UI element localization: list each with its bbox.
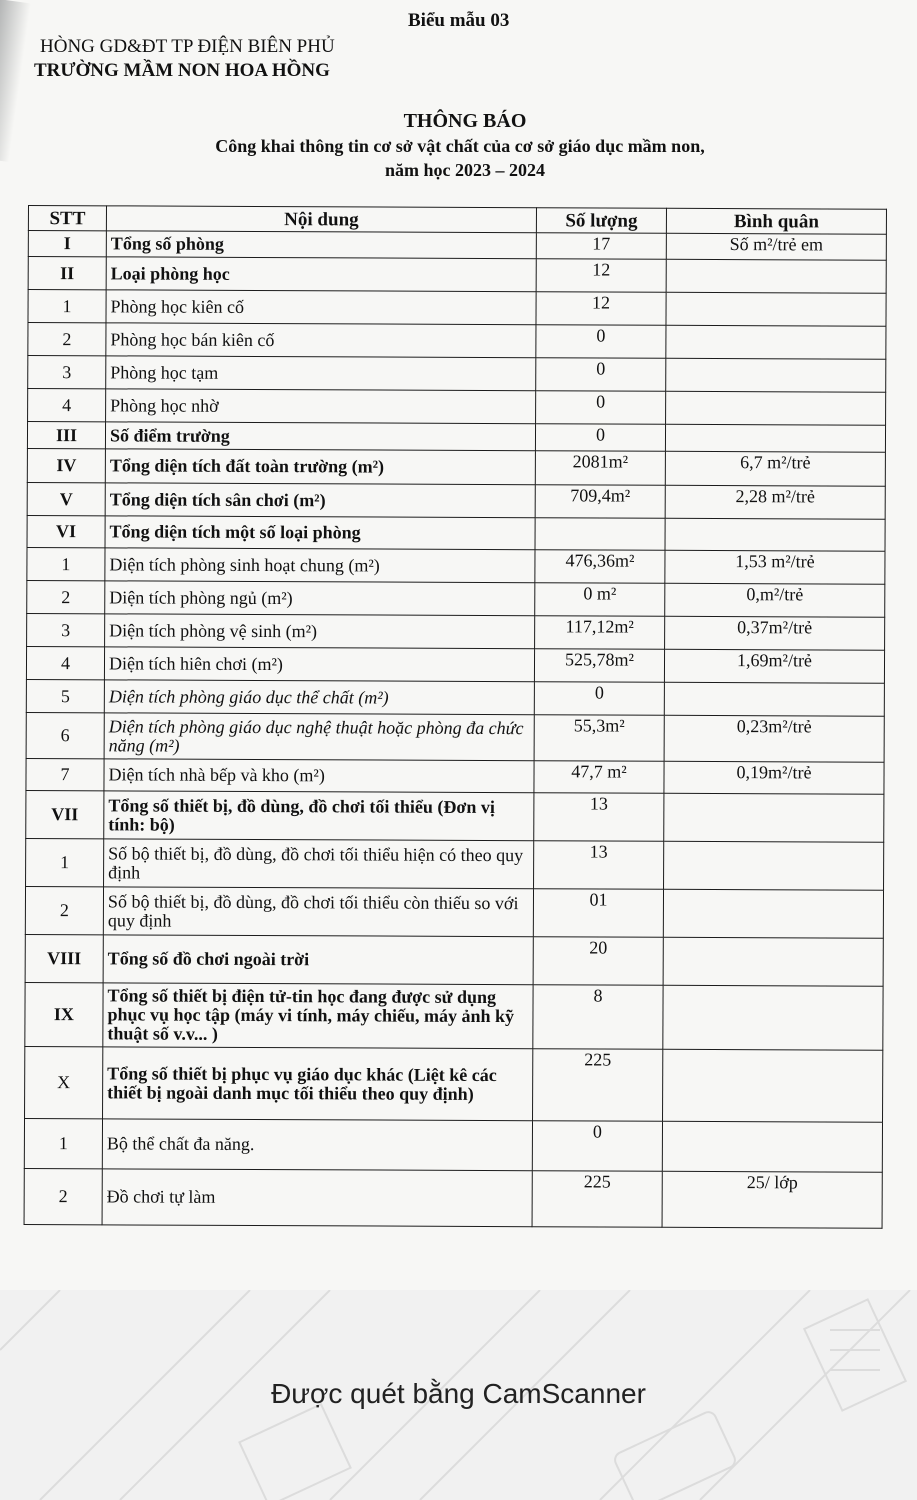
- table-row: [27, 580, 885, 617]
- row-average: [664, 793, 884, 842]
- table-row: [25, 1046, 883, 1122]
- row-average: [666, 259, 886, 293]
- table-row: [25, 982, 883, 1050]
- row-stt: 1: [27, 547, 105, 580]
- row-quantity: 13: [534, 793, 664, 842]
- row-average: 0,23m²/trẻ: [664, 715, 884, 762]
- row-stt: 4: [26, 646, 104, 679]
- row-stt: VIII: [25, 934, 103, 982]
- table-row: [26, 646, 884, 683]
- row-average: 0,19m²/trẻ: [664, 761, 884, 794]
- row-average: [664, 682, 884, 716]
- row-quantity: 2081m²: [535, 451, 665, 486]
- row-content: Diện tích phòng sinh hoạt chung (m²): [105, 548, 535, 583]
- table-body: [24, 231, 886, 1229]
- row-stt: 4: [28, 389, 106, 422]
- row-stt: 6: [26, 712, 104, 758]
- row-average: [663, 889, 883, 938]
- row-quantity: 0: [536, 391, 666, 425]
- row-stt: IV: [27, 448, 105, 482]
- row-average: [665, 518, 885, 551]
- row-stt: VI: [27, 515, 105, 547]
- row-content: Tổng số đồ chơi ngoài trời: [103, 935, 533, 985]
- row-content: Diện tích phòng giáo dục thể chất (m²): [104, 680, 534, 715]
- row-content: Diện tích phòng vệ sinh (m²): [105, 614, 535, 649]
- row-quantity: 0: [534, 682, 664, 716]
- row-stt: VII: [26, 790, 104, 838]
- table-row: [25, 886, 883, 938]
- table-row: [28, 389, 886, 426]
- table-row: [28, 323, 886, 360]
- row-quantity: 0: [532, 1121, 662, 1172]
- row-quantity: [535, 518, 665, 551]
- row-stt: 7: [26, 758, 104, 790]
- table-row: [27, 448, 885, 486]
- row-quantity: 709,4m²: [535, 485, 665, 519]
- row-stt: 2: [28, 323, 106, 356]
- row-content: Tổng diện tích một số loại phòng: [105, 516, 535, 550]
- table-row: [27, 515, 885, 551]
- row-quantity: 12: [536, 259, 666, 293]
- column-header-quantity: Số lượng: [536, 208, 666, 234]
- form-code: Biểu mẫu 03: [408, 10, 510, 31]
- row-quantity: 13: [534, 841, 664, 890]
- row-content: Diện tích phòng ngủ (m²): [105, 581, 535, 616]
- column-header-average: Bình quân: [666, 208, 886, 234]
- table-row: [26, 838, 884, 890]
- row-quantity: 8: [533, 985, 663, 1050]
- row-content: Tổng diện tích sân chơi (m²): [105, 483, 535, 518]
- school-name: TRƯỜNG MẦM NON HOA HỒNG: [34, 60, 330, 81]
- row-content: Tổng diện tích đất toàn trường (m²): [105, 449, 535, 485]
- row-average: 1,69m²/trẻ: [664, 649, 884, 683]
- document-subtitle: Công khai thông tin cơ sở vật chất của cơ sở giáo dục mầm non,: [215, 136, 705, 156]
- row-average: 0,37m²/trẻ: [665, 616, 885, 650]
- row-quantity: 17: [536, 233, 666, 260]
- row-average: 6,7 m²/trẻ: [665, 451, 885, 486]
- row-stt: 2: [27, 580, 105, 613]
- facilities-table: [24, 205, 887, 1229]
- scanner-footer: [0, 1290, 917, 1500]
- row-content: Diện tích phòng giáo dục nghệ thuật hoặc phòng đa chức năng (m²): [104, 713, 534, 761]
- row-stt: 3: [28, 356, 106, 389]
- row-average: [666, 292, 886, 326]
- row-content: Phòng học nhờ: [106, 389, 536, 424]
- row-content: Phòng học tạm: [106, 356, 536, 391]
- row-content: Đồ chơi tự làm: [102, 1169, 532, 1227]
- row-stt: 1: [24, 1118, 102, 1168]
- table-row: [26, 790, 884, 842]
- row-stt: 3: [27, 613, 105, 646]
- row-content: Số bộ thiết bị, đồ dùng, đồ chơi tối thiểu còn thiếu so với quy định: [103, 887, 533, 937]
- row-stt: I: [28, 231, 106, 257]
- row-quantity: 476,36m²: [535, 550, 665, 584]
- row-content: Tổng số thiết bị, đồ dùng, đồ chơi tối thiểu (Đơn vị tính: bộ): [104, 791, 534, 841]
- table-row: [24, 1168, 882, 1228]
- row-quantity: 225: [532, 1171, 662, 1228]
- table-row: [25, 934, 883, 986]
- table-row: [27, 613, 885, 650]
- row-content: Tổng số thiết bị phục vụ giáo dục khác (Liệt kê các thiết bị ngoài danh mục tối thiểu theo quy định): [103, 1047, 533, 1121]
- row-content: Diện tích hiên chơi (m²): [104, 647, 534, 682]
- footer-pattern: [0, 1290, 917, 1500]
- table-row: [26, 758, 884, 794]
- row-quantity: 117,12m²: [535, 616, 665, 650]
- row-quantity: 225: [533, 1049, 663, 1122]
- table-header-row: [28, 206, 886, 235]
- row-stt: 1: [28, 290, 106, 323]
- row-average: 25/ lớp: [662, 1171, 882, 1228]
- row-content: Phòng học bán kiên cố: [106, 323, 536, 358]
- row-stt: 2: [25, 886, 103, 934]
- row-average: [663, 985, 883, 1050]
- table-row: [26, 712, 884, 762]
- department-name: HÒNG GD&ĐT TP ĐIỆN BIÊN PHỦ: [40, 36, 335, 57]
- row-content: Tổng số thiết bị điện tử-tin học đang được sử dụng phục vụ học tập (máy vi tính, máy chiếu, máy ảnh kỹ thuật số v.v... ): [103, 983, 533, 1049]
- table-row: [28, 231, 886, 261]
- row-average: [663, 937, 883, 986]
- row-quantity: 525,78m²: [534, 649, 664, 683]
- row-stt: 1: [26, 838, 104, 886]
- row-content: Bộ thể chất đa năng.: [102, 1119, 532, 1171]
- table-row: [27, 547, 885, 584]
- scanner-watermark-text: Được quét bằng CamScanner: [271, 1378, 646, 1409]
- row-stt: V: [27, 482, 105, 515]
- row-stt: 5: [26, 679, 104, 712]
- table-row: [28, 356, 886, 393]
- table-row: [28, 257, 886, 294]
- row-quantity: 12: [536, 292, 666, 326]
- row-stt: X: [25, 1046, 103, 1118]
- row-quantity: 01: [533, 889, 663, 938]
- row-quantity: 0 m²: [535, 583, 665, 617]
- column-header-stt: STT: [28, 206, 106, 231]
- row-average: 2,28 m²/trẻ: [665, 485, 885, 519]
- row-stt: II: [28, 257, 106, 290]
- row-quantity: 0: [535, 424, 665, 452]
- row-stt: IX: [25, 982, 103, 1046]
- row-average: [665, 424, 885, 452]
- row-average: [663, 1049, 883, 1122]
- row-stt: III: [27, 422, 105, 449]
- row-average: Số m²/trẻ em: [666, 233, 886, 260]
- row-average: [664, 841, 884, 890]
- row-content: Tổng số phòng: [106, 231, 536, 259]
- row-quantity: 55,3m²: [534, 715, 664, 762]
- row-content: Loại phòng học: [106, 257, 536, 292]
- column-header-content: Nội dung: [106, 206, 536, 233]
- document-title: THÔNG BÁO: [403, 110, 527, 132]
- row-quantity: 0: [536, 325, 666, 359]
- row-content: Phòng học kiên cố: [106, 290, 536, 325]
- row-quantity: 0: [536, 358, 666, 392]
- table-row: [26, 679, 884, 716]
- row-content: Diện tích nhà bếp và kho (m²): [104, 759, 534, 793]
- row-quantity: 20: [533, 937, 663, 986]
- row-stt: 2: [24, 1168, 102, 1224]
- row-average: [666, 358, 886, 392]
- table-row: [24, 1118, 882, 1172]
- row-content: Số điểm trường: [105, 422, 535, 451]
- row-average: 0,m²/trẻ: [665, 583, 885, 617]
- school-year: năm học 2023 – 2024: [384, 160, 545, 180]
- row-content: Số bộ thiết bị, đồ dùng, đồ chơi tối thiểu hiện có theo quy định: [104, 839, 534, 889]
- row-average: [666, 391, 886, 425]
- row-average: [662, 1121, 882, 1172]
- row-quantity: 47,7 m²: [534, 761, 664, 794]
- table-row: [28, 290, 886, 327]
- table-row: [27, 422, 885, 453]
- row-average: [666, 325, 886, 359]
- row-average: 1,53 m²/trẻ: [665, 550, 885, 584]
- table-row: [27, 482, 885, 519]
